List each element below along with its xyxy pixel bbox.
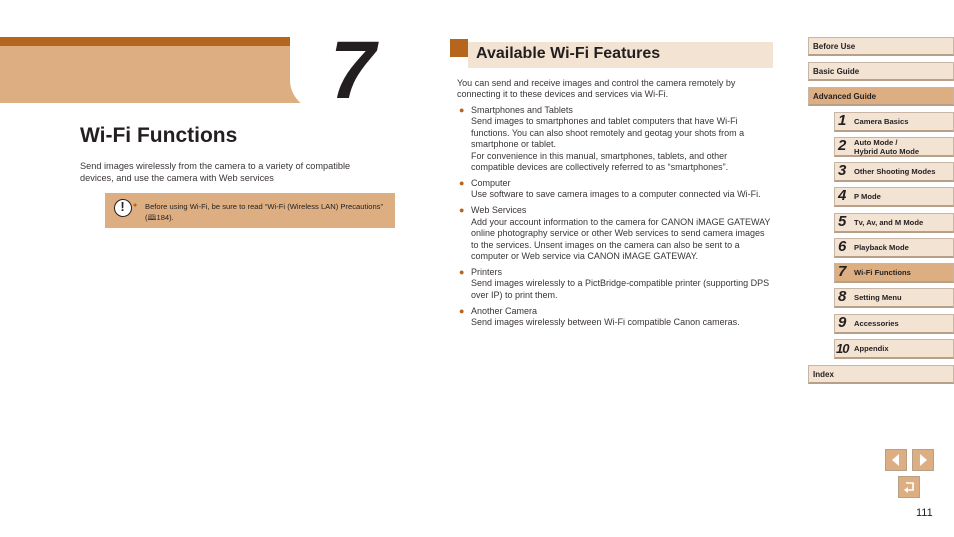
- nav-chapter-7[interactable]: [834, 263, 954, 283]
- chapter-label: Appendix: [854, 344, 889, 353]
- caution-icon: !: [114, 199, 132, 217]
- feature-description: Send images wirelessly between Wi-Fi compatible Canon cameras.: [471, 317, 740, 328]
- nav-index[interactable]: Index: [808, 365, 954, 384]
- list-item: [457, 205, 772, 262]
- feature-name: Smartphones and Tablets: [471, 105, 573, 115]
- nav-basic-guide[interactable]: Basic Guide: [808, 62, 954, 81]
- previous-page-button[interactable]: [885, 449, 907, 471]
- section-intro: You can send and receive images and control the camera remotely by connecting it to these devices and services via Wi-Fi.: [457, 78, 736, 99]
- list-item: [457, 105, 772, 173]
- chapter-num: 10: [836, 341, 849, 356]
- feature-name: Computer: [471, 178, 511, 189]
- arrow-right-icon: [916, 453, 930, 467]
- chapter-banner: [0, 46, 306, 103]
- feature-name: Another Camera: [471, 305, 538, 316]
- return-icon: [902, 480, 916, 494]
- bullet-icon: ●: [459, 305, 465, 316]
- caution-box: [105, 193, 395, 228]
- bullet-icon: ●: [459, 205, 465, 216]
- list-item: [457, 306, 772, 329]
- chapter-num: 2: [838, 137, 847, 154]
- bullet-icon: ●: [133, 202, 138, 209]
- nav-chapter-3[interactable]: [834, 162, 954, 182]
- next-page-button[interactable]: [912, 449, 934, 471]
- nav-chapter-8[interactable]: [834, 288, 954, 308]
- page-number: 111: [916, 507, 933, 519]
- feature-description: Add your account information to the camera for CANON iMAGE GATEWAY online photography service or other Web services to send camera images to the services. Unsent images on the camera can also be sent to a computer or Web service via CANON iMAGE GATEWAY.: [471, 216, 771, 262]
- chapter-label: P Mode: [854, 192, 881, 201]
- chapter-label: Camera Basics: [854, 117, 909, 126]
- chapter-label: Playback Mode: [854, 243, 909, 252]
- nav-chapter-9[interactable]: [834, 314, 954, 334]
- section-title: Available Wi-Fi Features: [476, 45, 661, 62]
- list-item: [457, 267, 772, 301]
- nav-chapter-4[interactable]: [834, 187, 954, 207]
- bullet-icon: ●: [459, 178, 465, 189]
- nav-chapter-1[interactable]: [834, 112, 954, 132]
- chapter-number: 7: [330, 25, 374, 116]
- chapter-intro: Send images wirelessly from the camera to a variety of compatible devices, and use the camera with Web services: [80, 161, 351, 183]
- feature-name: Printers: [471, 267, 503, 278]
- chapter-num: 1: [838, 112, 847, 129]
- return-button[interactable]: [898, 476, 920, 498]
- chapter-label: Accessories: [854, 319, 899, 328]
- feature-description: Send images wirelessly to a PictBridge-compatible printer (supporting DPS over IP) to print them.: [471, 278, 770, 300]
- chapter-num: 3: [838, 162, 847, 179]
- chapter-label: Tv, Av, and M Mode: [854, 218, 924, 227]
- nav-chapter-10[interactable]: [834, 339, 954, 359]
- chapter-num: 9: [838, 314, 847, 331]
- section-marker: [450, 39, 468, 57]
- bullet-icon: ●: [459, 105, 465, 115]
- feature-name: Web Services: [471, 205, 527, 216]
- nav-chapter-2[interactable]: [834, 137, 954, 157]
- feature-description: Send images to smartphones and tablet computers that have Wi-Fi functions. You can also shoot remotely and geotag your shots from a smartphone or tablet. For convenience in this manual, smartphones, tablets, and other compatible devices are collectively referred to as “smartphones”.: [471, 116, 745, 173]
- chapter-num: 6: [838, 238, 847, 255]
- nav-advanced-guide[interactable]: Advanced Guide: [808, 87, 954, 106]
- chapter-num: 5: [838, 213, 847, 230]
- chapter-banner-curve: [290, 30, 330, 110]
- page-title: Wi-Fi Functions: [80, 124, 238, 147]
- list-item: [457, 178, 772, 201]
- nav-chapter-6[interactable]: [834, 238, 954, 258]
- feature-description: Use software to save camera images to a computer connected via Wi-Fi.: [471, 189, 761, 200]
- nav-chapter-5[interactable]: [834, 213, 954, 233]
- nav-before-use[interactable]: Before Use: [808, 37, 954, 56]
- caution-text[interactable]: Before using Wi-Fi, be sure to read “Wi-Fi (Wireless LAN) Precautions” (🕮184).: [145, 202, 384, 222]
- chapter-label: Wi-Fi Functions: [854, 268, 911, 277]
- chapter-label: Auto Mode / Hybrid Auto Mode: [854, 138, 920, 156]
- arrow-left-icon: [889, 453, 903, 467]
- chapter-num: 4: [838, 187, 847, 204]
- feature-list: [457, 105, 772, 333]
- chapter-num: 7: [838, 263, 847, 280]
- bullet-icon: ●: [459, 267, 465, 278]
- chapter-label: Setting Menu: [854, 293, 902, 302]
- chapter-num: 8: [838, 288, 847, 305]
- chapter-banner-stripe: [0, 37, 310, 46]
- chapter-label: Other Shooting Modes: [854, 167, 936, 176]
